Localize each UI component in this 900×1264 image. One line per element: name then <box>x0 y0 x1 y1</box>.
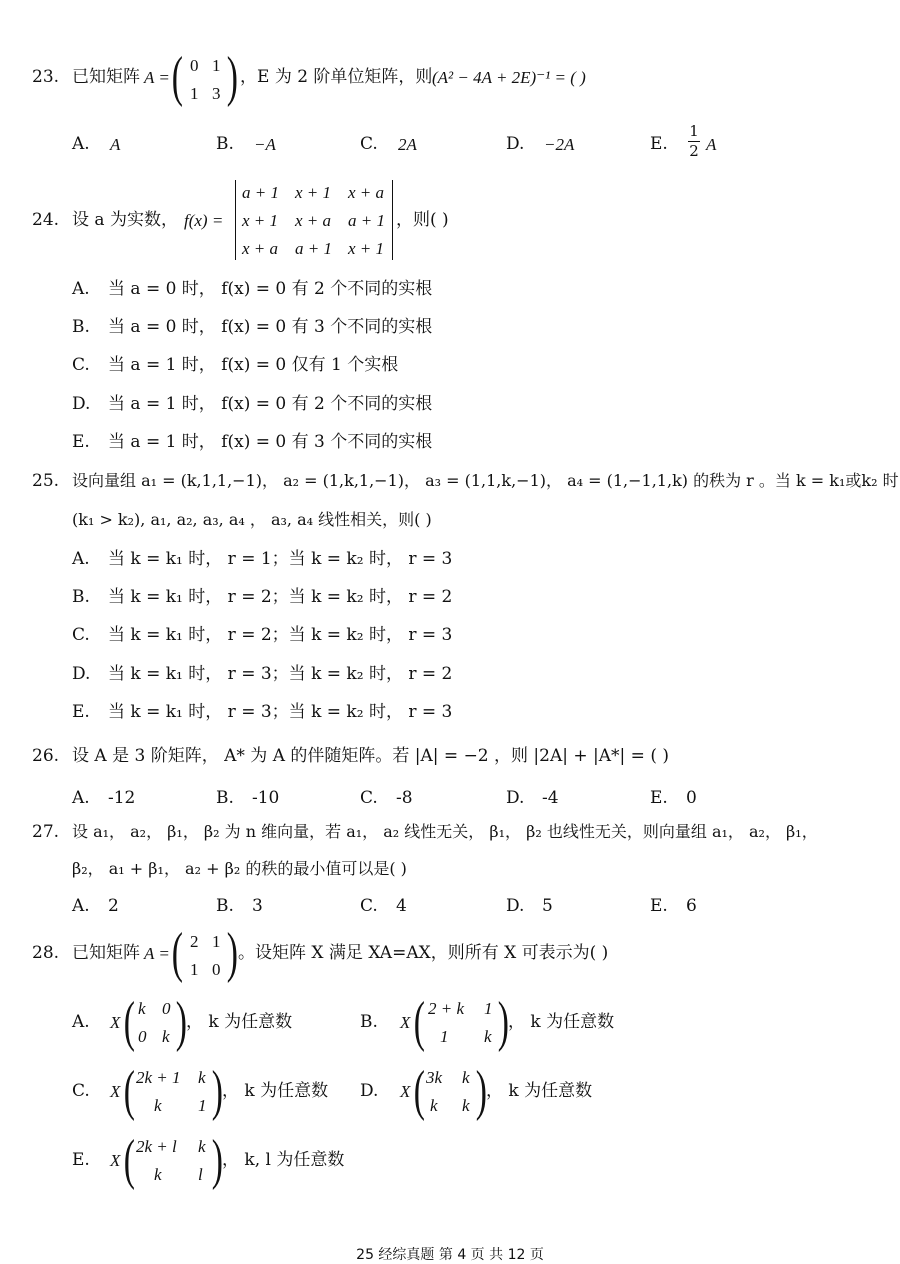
q28-option-c-right-paren: ) <box>211 1060 223 1122</box>
q26-option-e-label: E. <box>650 788 668 808</box>
q28-option-d-cell: 3k <box>426 1068 443 1087</box>
q27-option-a-value: 2 <box>108 896 119 916</box>
q24-text-b: ，则( ) <box>396 210 449 230</box>
q23-text-a: 已知矩阵 <box>72 67 140 87</box>
q27-option-c-value: 4 <box>396 896 407 916</box>
q24-option-e-label: E. <box>72 432 90 452</box>
q28-option-b-left-paren: ( <box>413 991 425 1053</box>
q24-option-c-label: C. <box>72 355 90 375</box>
q27-option-c-label: C. <box>360 896 378 916</box>
q24-det-cell: x + a <box>348 183 385 202</box>
q28-option-e-label: E. <box>72 1150 90 1170</box>
q28-option-b-label: B. <box>360 1012 378 1032</box>
q28-option-c-cell: 1 <box>198 1096 207 1115</box>
q26-number: 26. <box>32 746 60 766</box>
q24-det-cell: a + 1 <box>348 211 385 230</box>
q24-option-b-label: B. <box>72 317 90 337</box>
q24-det-cell: x + 1 <box>295 183 332 202</box>
q24-det-cell: x + a <box>295 211 332 230</box>
q23-option-b-value: −A <box>254 135 276 154</box>
q23-option-a-value: A <box>110 135 121 154</box>
fraction-denominator: 2 <box>689 142 699 160</box>
q28-option-b-right-paren: ) <box>497 991 509 1053</box>
q25-option-c-label: C. <box>72 625 90 645</box>
q24-det-cell: x + 1 <box>348 239 385 258</box>
q25-option-d-text: 当 k = k₁ 时， r = 3；当 k = k₂ 时， r = 2 <box>108 664 453 684</box>
q26-option-d-value: -4 <box>542 788 559 808</box>
q24-option-a-label: A. <box>72 279 90 299</box>
q28-matrix-cell: 1 <box>212 932 221 951</box>
q23-option-d-value: −2A <box>544 135 575 154</box>
q28-option-c-x: X <box>110 1082 121 1101</box>
q24-option-d-text: 当 a = 1 时， f(x) = 0 有 2 个不同的实根 <box>108 394 433 414</box>
q26-option-c-value: -8 <box>396 788 413 808</box>
page-footer: 25 经综真题 第 4 页 共 12 页 <box>356 1247 544 1263</box>
q28-matrix-name: A = <box>144 944 170 963</box>
q26-option-d-label: D. <box>506 788 525 808</box>
q28-option-c-left-paren: ( <box>123 1060 135 1122</box>
q27-option-e-label: E. <box>650 896 668 916</box>
q23-option-e-value: A <box>706 135 717 154</box>
q28-option-a-cell: k <box>138 999 146 1018</box>
q23-option-e-label: E. <box>650 134 668 154</box>
q27-option-b-label: B. <box>216 896 234 916</box>
q26-option-b-label: B. <box>216 788 234 808</box>
q28-option-b-cell: 1 <box>484 999 493 1018</box>
q28-option-e-cell: k <box>198 1137 206 1156</box>
q28-option-b-cell: 2 + k <box>428 999 465 1018</box>
q26-option-a-label: A. <box>72 788 90 808</box>
q23-matrix-cell: 1 <box>190 84 199 103</box>
fraction-numerator: 1 <box>689 122 699 140</box>
q28-matrix-right-paren: ) <box>226 922 238 984</box>
q28-option-b-tail: ， k 为任意数 <box>508 1012 615 1032</box>
q25-option-b-text: 当 k = k₁ 时， r = 2；当 k = k₂ 时， r = 2 <box>108 587 453 607</box>
q28-option-b-cell: k <box>484 1027 492 1046</box>
q28-option-c-cell: k <box>154 1096 162 1115</box>
q28-option-c-cell: 2k + 1 <box>136 1068 181 1087</box>
q27-line-2: β₂， a₁ + β₁， a₂ + β₂ 的秩的最小值可以是( ) <box>72 859 407 878</box>
q28-option-e-tail: ， k, l 为任意数 <box>222 1150 345 1170</box>
q28-option-e-cell: l <box>198 1165 203 1184</box>
q28-option-e-left-paren: ( <box>123 1129 135 1191</box>
q28-option-d-x: X <box>400 1082 411 1101</box>
q24-det-cell: a + 1 <box>242 183 279 202</box>
q27-option-d-value: 5 <box>542 896 553 916</box>
q26-option-b-value: -10 <box>252 788 280 808</box>
q28-option-a-tail: ， k 为任意数 <box>186 1012 293 1032</box>
q24-determinant-right-bar <box>392 180 393 260</box>
q27-line-1: 设 a₁， a₂， β₁， β₂ 为 n 维向量，若 a₁， a₂ 线性无关， β₁， β₂ 也线性无关，则向量组 a₁， a₂， β₁， <box>72 822 818 841</box>
q25-option-d-label: D. <box>72 664 91 684</box>
q25-line-1: 设向量组 a₁ = (k,1,1,−1)， a₂ = (1,k,1,−1)， a₃ = (1,1,k,−1)， a₄ = (1,−1,1,k) 的秩为 r 。当 k = k₁或k₂ 时 <box>72 471 899 490</box>
q25-option-b-label: B. <box>72 587 90 607</box>
q24-text-a: 设 a 为实数， <box>72 210 178 230</box>
q26-text: 设 A 是 3 阶矩阵， A* 为 A 的伴随矩阵。若 |A| = −2 ，则 |2A| + |A*| = ( ) <box>72 746 669 766</box>
q28-option-b-x: X <box>400 1013 411 1032</box>
q23-number: 23. <box>32 67 60 87</box>
q24-option-b-text: 当 a = 0 时， f(x) = 0 有 3 个不同的实根 <box>108 317 433 337</box>
q24-option-c-text: 当 a = 1 时， f(x) = 0 仅有 1 个实根 <box>108 355 399 375</box>
q23-text-b: ，E 为 2 阶单位矩阵，则 <box>240 67 433 87</box>
q25-option-c-text: 当 k = k₁ 时， r = 2；当 k = k₂ 时， r = 3 <box>108 625 453 645</box>
q28-option-d-cell: k <box>430 1096 438 1115</box>
q26-option-a-value: -12 <box>108 788 136 808</box>
q23-matrix-cell: 0 <box>190 56 199 75</box>
q24-option-a-text: 当 a = 0 时， f(x) = 0 有 2 个不同的实根 <box>108 279 433 299</box>
q28-option-a-cell: k <box>162 1027 170 1046</box>
q28-number: 28. <box>32 943 60 963</box>
q28-option-d-left-paren: ( <box>413 1060 425 1122</box>
q25-option-e-text: 当 k = k₁ 时， r = 3；当 k = k₂ 时， r = 3 <box>108 702 453 722</box>
q27-option-d-label: D. <box>506 896 525 916</box>
q28-option-d-label: D. <box>360 1081 379 1101</box>
q25-option-e-label: E. <box>72 702 90 722</box>
q28-option-a-label: A. <box>72 1012 90 1032</box>
q27-option-e-value: 6 <box>686 896 697 916</box>
q28-option-e-right-paren: ) <box>211 1129 223 1191</box>
q28-option-a-left-paren: ( <box>123 991 135 1053</box>
q23-matrix-left-paren: ( <box>171 46 183 108</box>
q28-option-c-cell: k <box>198 1068 206 1087</box>
q28-matrix-cell: 0 <box>212 960 221 979</box>
q24-det-cell: a + 1 <box>295 239 332 258</box>
q28-option-d-cell: k <box>462 1096 470 1115</box>
q28-option-d-tail: ， k 为任意数 <box>486 1081 593 1101</box>
q27-number: 27. <box>32 822 60 842</box>
q23-option-e-fraction <box>688 124 700 159</box>
q24-determinant-left-bar <box>235 180 236 260</box>
q25-line-2: (k₁ > k₂), a₁, a₂, a₃, a₄ ， a₃, a₄ 线性相关，则( ) <box>72 510 432 529</box>
q25-option-a-label: A. <box>72 549 90 569</box>
q28-option-e-cell: 2k + l <box>136 1137 177 1156</box>
q28-option-c-tail: ， k 为任意数 <box>222 1081 329 1101</box>
q28-text-b: 。设矩阵 X 满足 XA=AX，则所有 X 可表示为( ) <box>238 943 609 963</box>
q28-option-e-cell: k <box>154 1165 162 1184</box>
q28-matrix-left-paren: ( <box>171 922 183 984</box>
q24-option-d-label: D. <box>72 394 91 414</box>
q28-option-d-cell: k <box>462 1068 470 1087</box>
q23-option-c-label: C. <box>360 134 378 154</box>
q28-option-a-x: X <box>110 1013 121 1032</box>
q28-option-b-cell: 1 <box>440 1027 449 1046</box>
q24-det-cell: x + 1 <box>242 211 279 230</box>
q28-option-a-right-paren: ) <box>175 991 187 1053</box>
q28-matrix-cell: 1 <box>190 960 199 979</box>
q23-matrix-cell: 1 <box>212 56 221 75</box>
q25-number: 25. <box>32 471 60 491</box>
q23-option-c-value: 2A <box>398 135 417 154</box>
q28-matrix-cell: 2 <box>190 932 199 951</box>
q24-number: 24. <box>32 210 60 230</box>
q23-matrix-cell: 3 <box>212 84 221 103</box>
q23-matrix-right-paren: ) <box>226 46 238 108</box>
q23-matrix-name: A = <box>144 68 170 87</box>
q27-option-a-label: A. <box>72 896 90 916</box>
q25-option-a-text: 当 k = k₁ 时， r = 1；当 k = k₂ 时， r = 3 <box>108 549 453 569</box>
q27-option-b-value: 3 <box>252 896 263 916</box>
q28-option-a-cell: 0 <box>162 999 171 1018</box>
q28-text-a: 已知矩阵 <box>72 943 140 963</box>
q23-option-b-label: B. <box>216 134 234 154</box>
q24-option-e-text: 当 a = 1 时， f(x) = 0 有 3 个不同的实根 <box>108 432 433 452</box>
q24-fx: f(x) = <box>184 211 224 230</box>
q28-option-e-x: X <box>110 1151 121 1170</box>
q28-option-a-cell: 0 <box>138 1027 147 1046</box>
q28-option-d-right-paren: ) <box>475 1060 487 1122</box>
q24-det-cell: x + a <box>242 239 279 258</box>
q26-option-c-label: C. <box>360 788 378 808</box>
q23-option-a-label: A. <box>72 134 90 154</box>
q23-option-d-label: D. <box>506 134 525 154</box>
q28-option-c-label: C. <box>72 1081 90 1101</box>
q23-expression: (A² − 4A + 2E)⁻¹ = ( ) <box>432 68 586 87</box>
q26-option-e-value: 0 <box>686 788 697 808</box>
